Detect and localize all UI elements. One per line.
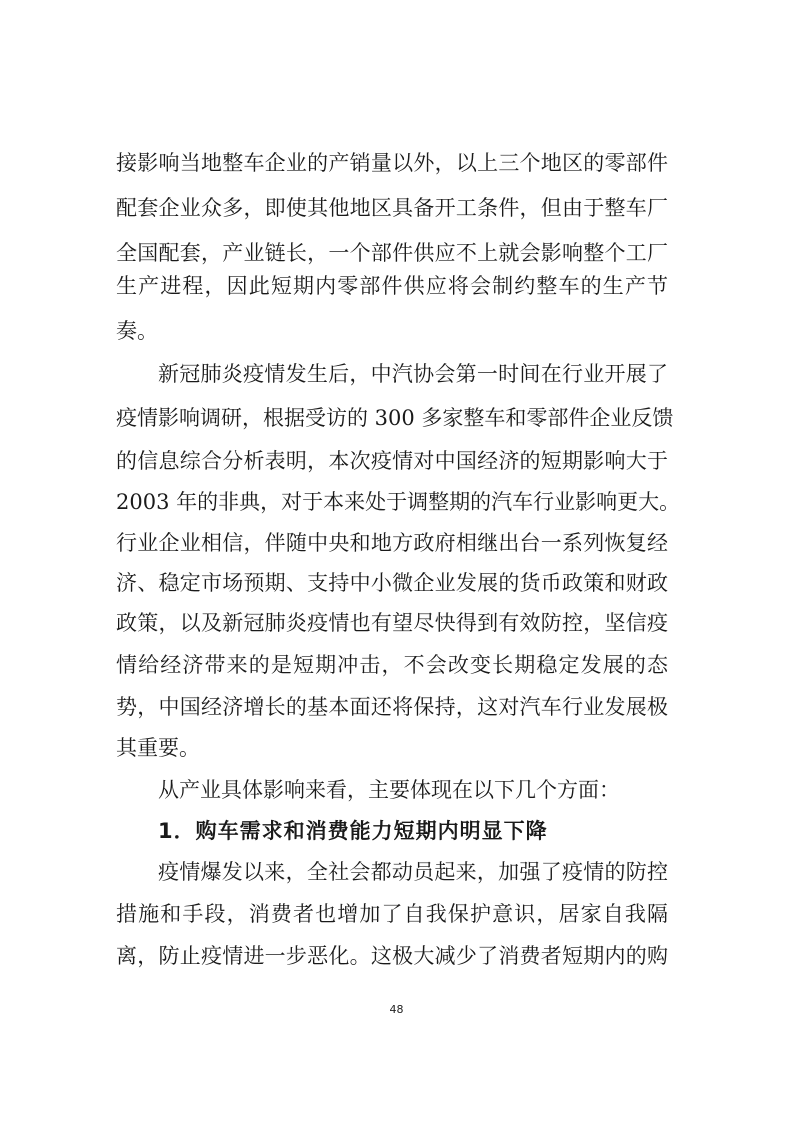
- text-line: 2003 年的非典，对于本来处于调整期的汽车行业影响更大。: [116, 490, 681, 514]
- text-line: 的信息综合分析表明，本次疫情对中国经济的短期影响大于: [116, 449, 668, 473]
- text-line: 疫情爆发以来，全社会都动员起来，加强了疫情的防控: [158, 860, 668, 884]
- text-line: 生产进程，因此短期内零部件供应将会制约整车的生产节: [116, 274, 668, 298]
- text-line: 疫情影响调研，根据受访的 300 多家整车和零部件企业反馈: [116, 406, 674, 430]
- section-heading: 1．购车需求和消费能力短期内明显下降: [158, 819, 548, 843]
- text-line: 离，防止疫情进一步恶化。这极大减少了消费者短期内的购: [116, 944, 668, 968]
- text-line: 情给经济带来的是短期冲击，不会改变长期稳定发展的态: [116, 653, 668, 677]
- text-line: 接影响当地整车企业的产销量以外，以上三个地区的零部件: [116, 151, 668, 175]
- text-line: 全国配套，产业链长，一个部件供应不上就会影响整个工厂: [116, 241, 668, 265]
- text-line: 济、稳定市场预期、支持中小微企业发展的货币政策和财政: [116, 571, 668, 595]
- text-line: 势，中国经济增长的基本面还将保持，这对汽车行业发展极: [116, 695, 668, 719]
- page-number: 48: [389, 1003, 404, 1016]
- text-line: 从产业具体影响来看，主要体现在以下几个方面：: [158, 778, 620, 802]
- text-line: 措施和手段，消费者也增加了自我保护意识，居家自我隔: [116, 902, 668, 926]
- text-line: 政策，以及新冠肺炎疫情也有望尽快得到有效防控，坚信疫: [116, 611, 668, 635]
- text-line: 奏。: [116, 319, 158, 343]
- text-line: 行业企业相信，伴随中央和地方政府相继出台一系列恢复经: [116, 531, 668, 555]
- text-line: 配套企业众多，即使其他地区具备开工条件，但由于整车厂: [116, 196, 668, 220]
- text-line: 其重要。: [116, 736, 200, 760]
- text-line: 新冠肺炎疫情发生后，中汽协会第一时间在行业开展了: [158, 362, 668, 386]
